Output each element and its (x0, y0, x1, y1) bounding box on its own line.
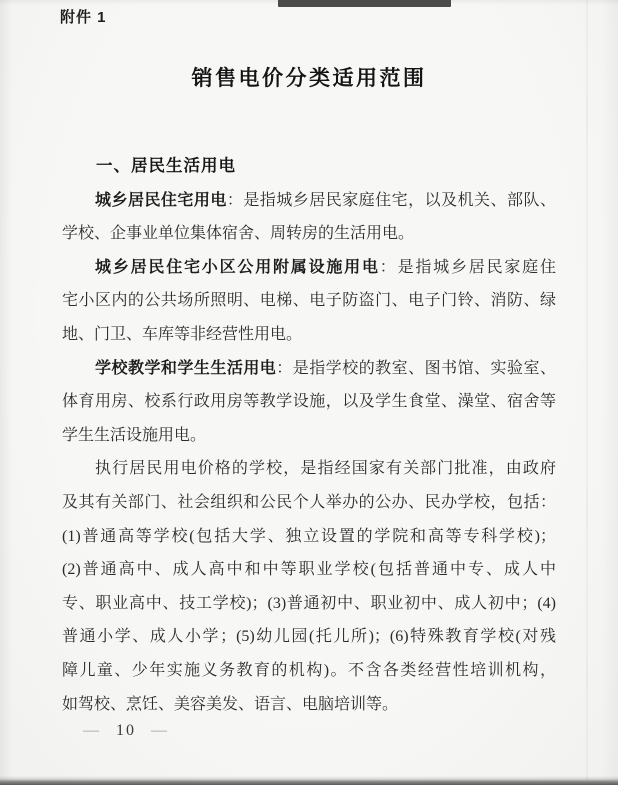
body-line: 专、职业高中、技工学校)；(3)普通初中、职业初中、成人初中；(4) (62, 594, 556, 612)
body-line: (1)普通高等学校(包括大学、独立设置的学院和高等专科学校)； (62, 527, 556, 545)
body-line: 体育用房、校系行政用房等教学设施，以及学生食堂、澡堂、宿舍等 (62, 393, 556, 411)
page-number-dash-left: — (83, 722, 101, 739)
page-number-dash-right: — (151, 722, 169, 739)
paragraph-lead-term: 城乡居民住宅用电 (95, 191, 227, 209)
scan-artifact-bar (278, 0, 451, 7)
body-lines (62, 184, 556, 722)
document-body (62, 150, 556, 721)
section-heading: 一、居民生活用电 (96, 157, 236, 175)
body-line: 学生生活设施用电。 (62, 426, 207, 444)
body-line: 普通小学、成人小学；(5)幼儿园(托儿所)；(6)特殊教育学校(对残 (62, 628, 556, 646)
body-line: 学校、企事业单位集体宿舍、周转房的生活用电。 (62, 225, 415, 243)
body-line: 如驾校、烹饪、美容美发、语言、电脑培训等。 (62, 695, 399, 713)
paragraph-lead-term: 城乡居民住宅小区公用附属设施用电 (95, 258, 380, 276)
body-line: 城乡居民住宅用电：是指城乡居民家庭住宅，以及机关、部队、 (95, 191, 556, 209)
attachment-label: 附件 1 (60, 9, 107, 26)
scan-edge-shadow (0, 776, 618, 785)
paragraph-lead-term: 学校教学和学生生活用电 (95, 359, 277, 377)
body-line: 学校教学和学生生活用电：是指学校的教室、图书馆、实验室、 (95, 359, 556, 377)
body-line: 地、门卫、车库等非经营性用电。 (62, 325, 303, 343)
page-number-value: 10 (116, 722, 136, 739)
page-title: 销售电价分类适用范围 (191, 66, 427, 90)
body-line: (2)普通高中、成人高中和中等职业学校(包括普通中专、成人中 (62, 561, 556, 579)
body-line: 执行居民用电价格的学校，是指经国家有关部门批准，由政府 (95, 460, 556, 478)
body-line: 及其有关部门、社会组织和公民个人举办的公办、民办学校，包括： (62, 493, 556, 511)
body-line: 城乡居民住宅小区公用附属设施用电：是指城乡居民家庭住 (95, 258, 556, 276)
body-line: 障儿童、少年实施义务教育的机构)。不含各类经营性培训机构， (62, 661, 556, 679)
body-line: 宅小区内的公共场所照明、电梯、电子防盗门、电子门铃、消防、绿 (62, 292, 556, 310)
scan-fold-line (586, 0, 588, 785)
page-number (74, 722, 178, 740)
